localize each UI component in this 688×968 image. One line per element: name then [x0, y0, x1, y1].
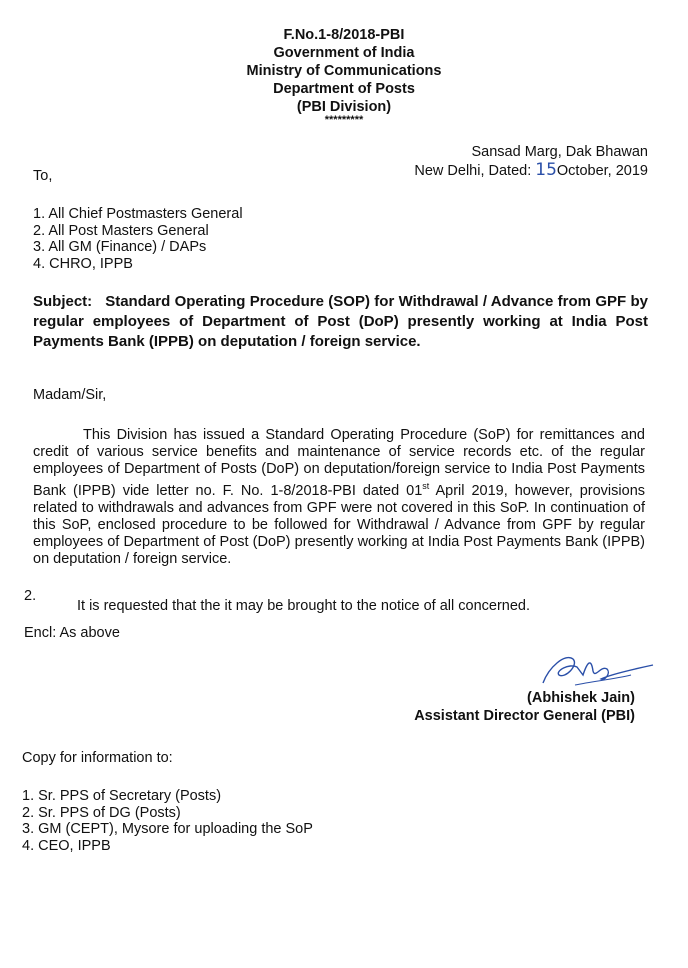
- copy-label: Copy for information to:: [22, 750, 173, 766]
- list-item: 2. Sr. PPS of DG (Posts): [22, 804, 181, 821]
- paragraph-2-number: 2.: [24, 588, 37, 604]
- header-stars: *********: [324, 114, 364, 126]
- copy-list: [22, 788, 313, 854]
- signatory-name: (Abhishek Jain): [527, 690, 635, 706]
- date-suffix: October, 2019: [556, 163, 648, 179]
- salutation: Madam/Sir,: [33, 387, 107, 403]
- department-line: Department of Posts: [273, 81, 415, 97]
- signatory-designation: Assistant Director General (PBI): [414, 708, 635, 724]
- ministry-line: Ministry of Communications: [246, 63, 442, 79]
- paragraph-text: April 2019, however, provisions related to withdrawals and advances from GPF were not covered in this SoP. In continuation of this SoP, enclosed procedure to be followed for Withdrawal / Advance from GPF by regular employees of Department of Post (DoP) presently working at India Post Payments Bank (IPPB) on deputation / foreign service.: [33, 482, 646, 567]
- date-line: [414, 161, 648, 180]
- subject-block: [33, 292, 648, 352]
- paragraph-2-text: It is requested that the it may be brought to the notice of all concerned.: [77, 598, 530, 614]
- paragraph-text: This Division has issued a Standard Operating Procedure (SoP) for remittances and credit of various service benefits and maintenance of service records etc. of the regular employees of Department of Posts (DoP) on deputation/foreign service to India Post Payments Bank (IPPB) vide letter no. F. No. 1-8/2018-PBI dated 01: [33, 427, 645, 499]
- list-item: 1. All Chief Postmasters General: [33, 206, 243, 222]
- list-item: 1. Sr. PPS of Secretary (Posts): [22, 788, 222, 804]
- date-prefix: New Delhi, Dated:: [414, 163, 536, 179]
- ordinal-suffix: st: [422, 481, 430, 491]
- body-paragraph-1: [33, 427, 645, 568]
- subject-text: Standard Operating Procedure (SOP) for Withdrawal / Advance from GPF by regular employees of Department of Post (DoP) presently working at India Post Payments Bank (IPPB) on deputation / foreign service.: [33, 293, 648, 350]
- handwritten-day: 15: [535, 160, 557, 180]
- file-number: F.No.1-8/2018-PBI: [283, 27, 405, 43]
- list-item: 3. GM (CEPT), Mysore for uploading the SoP: [22, 821, 313, 837]
- government-line: Government of India: [273, 45, 415, 61]
- list-item: 4. CEO, IPPB: [22, 837, 111, 854]
- list-item: 4. CHRO, IPPB: [33, 255, 133, 272]
- address-line: Sansad Marg, Dak Bhawan: [471, 144, 648, 160]
- recipient-list: [33, 206, 243, 272]
- list-item: 3. All GM (Finance) / DAPs: [33, 239, 207, 255]
- subject-label: Subject:: [33, 293, 93, 310]
- list-item: 2. All Post Masters General: [33, 222, 209, 239]
- signature-icon: [535, 645, 655, 695]
- to-label: To,: [33, 168, 53, 184]
- enclosure-note: Encl: As above: [24, 625, 120, 641]
- division-line: (PBI Division): [296, 99, 392, 115]
